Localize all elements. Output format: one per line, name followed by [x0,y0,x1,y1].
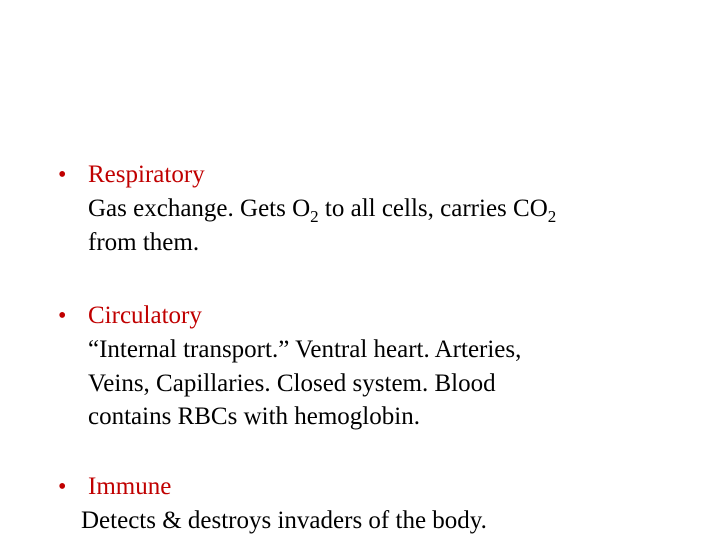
body-text-part: Gas exchange. Gets O [88,195,311,222]
item-heading: Respiratory [88,161,205,188]
item-body [88,192,698,259]
list-item-circulatory [58,299,698,434]
bullet-icon: • [58,162,67,188]
subscript: 2 [547,207,557,226]
body-text-part: from them. [88,228,200,256]
item-heading: Immune [88,473,172,500]
item-heading: Circulatory [88,302,202,329]
item-body [81,504,698,538]
subscript: 2 [310,207,319,226]
item-header [58,299,698,333]
body-line: contains RBCs with hemoglobin. [88,403,420,430]
body-line: Veins, Capillaries. Closed system. Blood [88,369,496,397]
item-body [88,333,698,434]
list-item-immune [58,470,698,538]
body-text-part: to all cells, carries CO [318,195,548,222]
item-header [58,470,698,504]
body-line: Detects & destroys invaders of the body. [81,507,487,534]
body-line: “Internal transport.” Ventral heart. Arteries, [88,336,522,363]
item-header [58,158,698,192]
bullet-icon: • [58,303,67,329]
bullet-icon: • [58,474,67,500]
list-item-respiratory [58,158,698,259]
